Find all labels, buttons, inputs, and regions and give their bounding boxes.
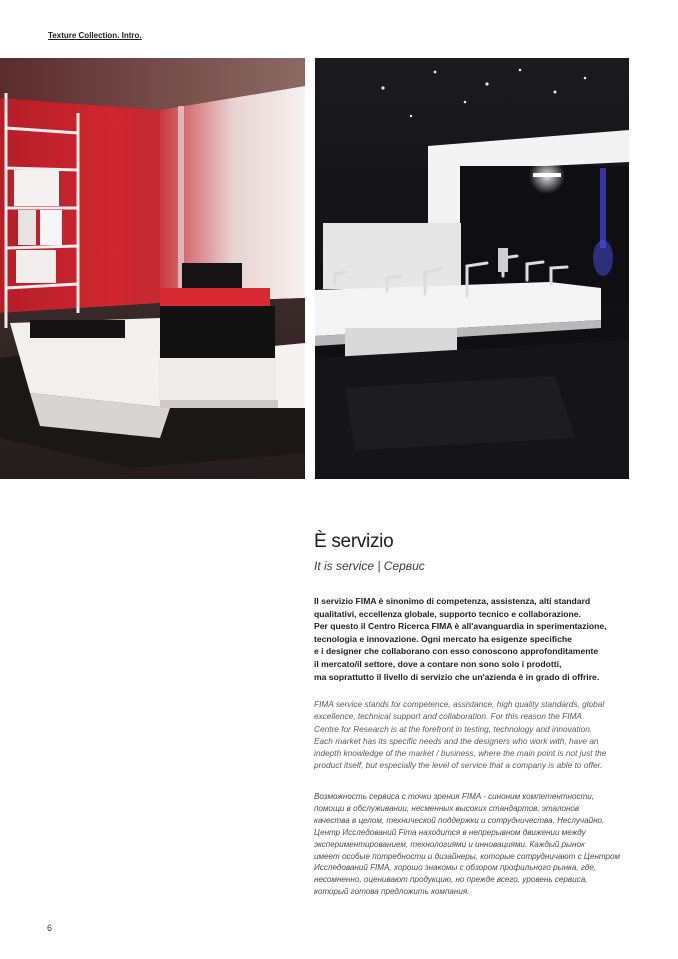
russian-line: несомненно, оценивают продукцию, но прежде всего, уровень сервиса, xyxy=(314,875,588,885)
section-title: È servizio xyxy=(314,531,394,552)
english-line: Each market has its specific needs and the designers who work with, have an xyxy=(314,735,599,746)
russian-line: Центр Исследований Fima находится в непрерывном движении между xyxy=(314,827,586,837)
section-subtitle: It is service | Сервис xyxy=(314,559,425,573)
russian-line: помощи в обслуживании, несменных высоких стандартов, эталонов xyxy=(314,803,580,813)
page-number: 6 xyxy=(47,923,53,933)
russian-line: Исследований FIMA, хорошо знакомы с обзором профильного рынка, где, xyxy=(314,863,596,873)
russian-line: который готова предложить компания. xyxy=(314,887,470,897)
russian-line: имеет особые потребности и дизайнеры, которые сотрудничают с Центром xyxy=(314,851,621,861)
english-line: indepth knowledge of the market / business, where the main point is not just the xyxy=(314,748,607,759)
russian-line: Возможность сервиса с точки зрения FIMA - синоним компетентности, xyxy=(314,792,595,801)
showroom-photo xyxy=(315,58,629,479)
document-header: Texture Collection. Intro. xyxy=(48,31,142,40)
showroom-illustration xyxy=(315,58,629,479)
russian-line: качества в целом, технической поддержки и сотрудничества. Неслучайно, xyxy=(314,815,605,825)
english-line: product itself, but especially the level of service that a company is able to offer. xyxy=(314,760,603,771)
english-line: Centre for Research is at the forefront in testing, technology and innovation. xyxy=(314,723,593,734)
lobby-photo xyxy=(0,58,305,479)
italian-line: e i designer che collaborano con esso conoscono approfonditamente xyxy=(314,646,599,657)
italian-line: Il servizio FIMA è sinonimo di competenza, assistenza, alti standard xyxy=(314,596,591,606)
italian-line: Per questo il Centro Ricerca FIMA è all'avanguardia in sperimentazione, xyxy=(314,621,607,632)
lobby-illustration xyxy=(0,58,305,479)
english-line: FIMA service stands for competence, assistance, high quality standards, global xyxy=(314,699,605,709)
italian-line: tecnologia e innovazione. Ogni mercato ha esigenze specifiche xyxy=(314,633,572,644)
english-paragraph xyxy=(314,698,634,772)
italian-paragraph xyxy=(314,595,634,683)
russian-paragraph xyxy=(314,791,634,898)
italian-line: ma soprattutto il livello di servizio che un'azienda è in grado di offrire. xyxy=(314,671,600,682)
italian-line: qualitativi, eccellenza globale, supporto tecnico e collaborazione. xyxy=(314,608,581,619)
russian-line: экспериментированием, технологиями и инновациями. Каждый рынок xyxy=(314,839,585,849)
english-line: excellence, technical support and collaboration. For this reason the FIMA xyxy=(314,711,582,722)
italian-line: il mercato/il settore, dove a contare non sono solo i prodotti, xyxy=(314,658,562,669)
